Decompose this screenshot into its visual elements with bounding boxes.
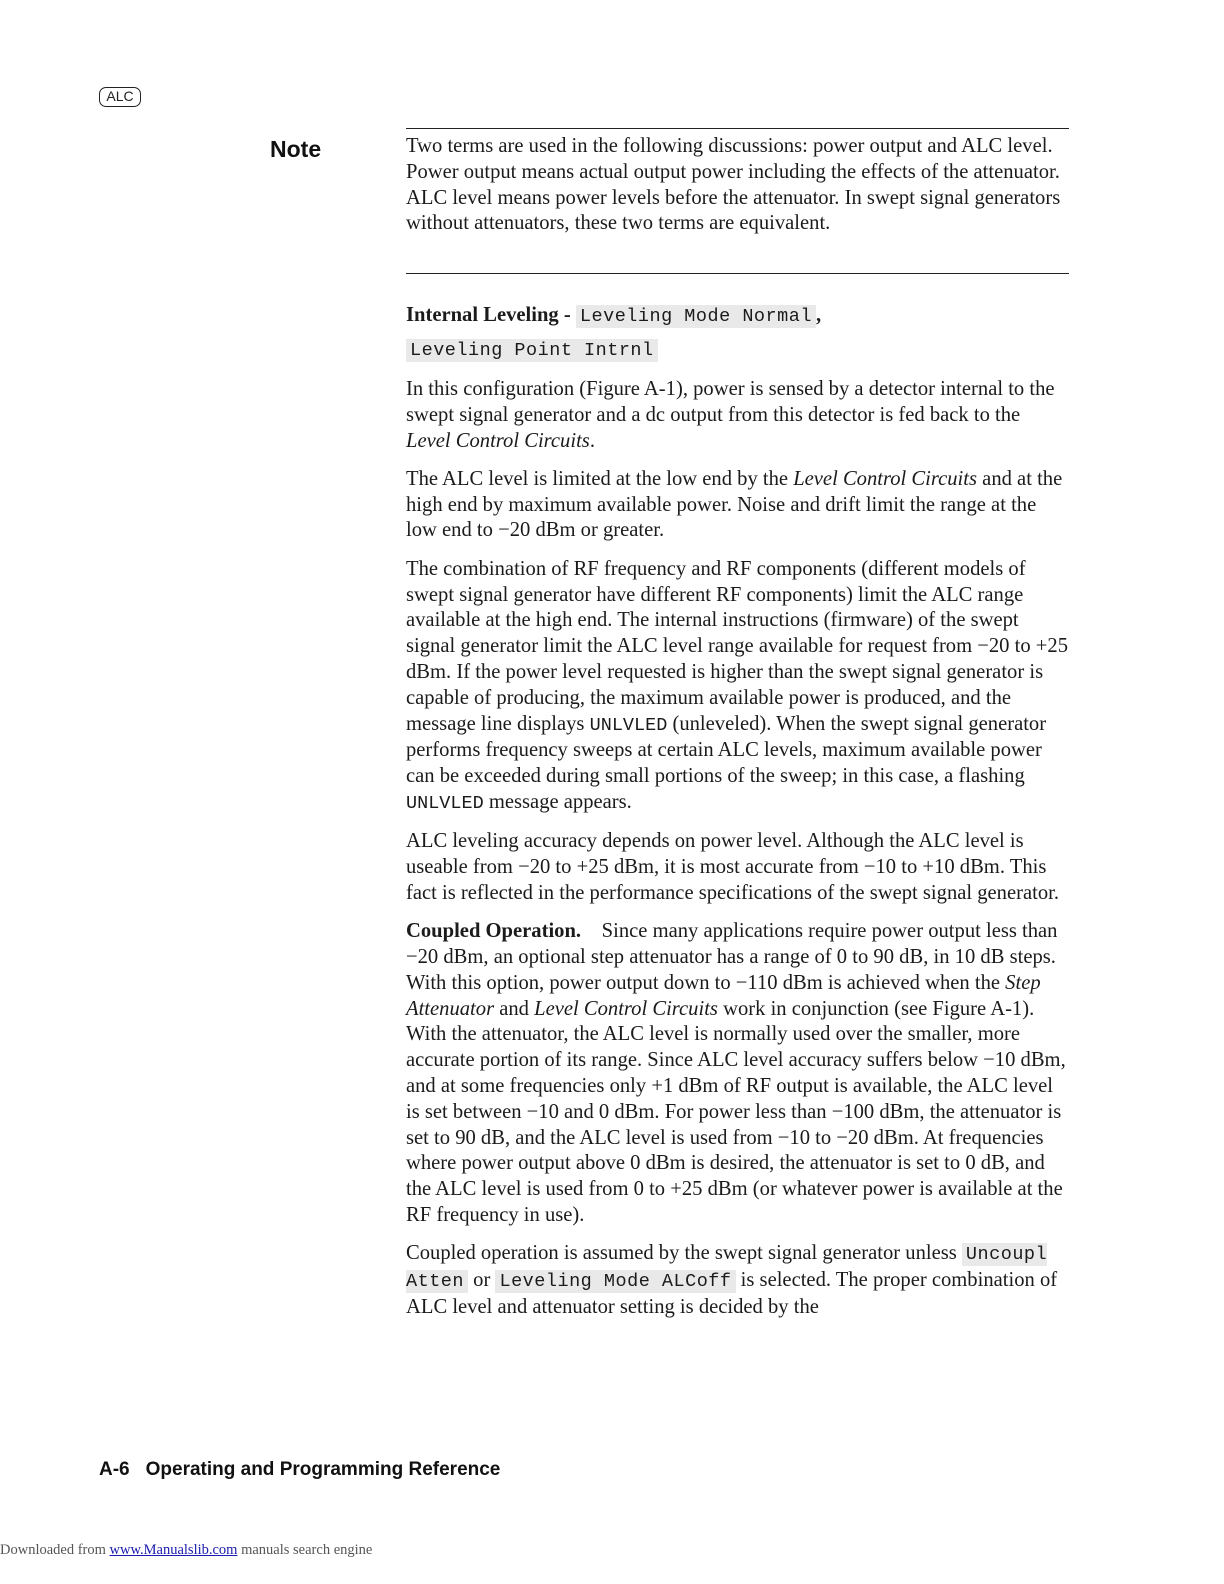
heading-prefix: Internal Leveling - (406, 304, 576, 326)
paragraph-alc-limits (406, 467, 1069, 544)
p5-emphasis-level-control: Level Control Circuits (534, 997, 718, 1020)
unlvled-code: UNLVLED (589, 714, 668, 736)
softkey-leveling-point-intrnl: Leveling Point Intrnl (406, 339, 658, 362)
p1-emphasis: Level Control Circuits (406, 429, 590, 452)
softkey-leveling-mode-alcoff: Leveling Mode ALCoff (495, 1270, 735, 1293)
alc-key-icon: ALC (99, 87, 141, 107)
p1-text-b: . (589, 429, 595, 452)
paragraph-accuracy: ALC leveling accuracy depends on power level. Although the ALC level is useable from −20 to +25 dBm, it is most accurate from −10 to +10 dBm. This fact is reflected in the performance specifications of the swept signal generator. (406, 830, 1060, 904)
download-notice (0, 1542, 372, 1559)
p3-text-a: The combination of RF frequency and RF components (different models of swept signal generator have different RF components) limit the ALC range available at the high end. The internal instructions (firmware) of the swept signal generator limit the ALC level range available for request from −20 to +25 dBm. If the power level requested is higher than the swept signal generator is capable of producing, the maximum available power is produced, and the message line displays (406, 557, 1069, 735)
p3-text-b: (unleveled). When the swept signal generator performs frequency sweeps at certain ALC levels, maximum available power can be exceeded during small portions of the sweep; in this case, a flashing (406, 712, 1047, 788)
p1-text-a: In this configuration (Figure A-1), power is sensed by a detector internal to the swept signal generator and a dc output from this detector is fed back to the (406, 378, 1055, 426)
note-text: Two terms are used in the following discussions: power output and ALC level. Power output means actual output power including the effects of the attenuator. ALC level means power levels before the attenuator. In swept signal generators without attenuators, these two terms are equivalent. (406, 135, 1061, 235)
p5-text-b: and (494, 997, 535, 1020)
paragraph-coupled-assumed (406, 1241, 1069, 1320)
paragraph-configuration (406, 377, 1069, 454)
body-column (406, 299, 1069, 1333)
note-label: Note (270, 136, 322, 162)
download-prefix: Downloaded from (0, 1542, 110, 1558)
page-footer (99, 1459, 500, 1481)
softkey-uncoupl-atten: Uncoupl Atten (406, 1244, 1048, 1292)
coupled-operation-heading: Coupled Operation. (406, 920, 582, 943)
p6-text-a: Coupled operation is assumed by the swept signal generator unless (406, 1242, 962, 1265)
manualslib-link[interactable]: www.Manualslib.com (109, 1542, 238, 1558)
p2-emphasis: Level Control Circuits (793, 467, 978, 490)
download-suffix: manuals search engine (237, 1542, 373, 1558)
p2-text-a: The ALC level is limited at the low end by the (406, 467, 794, 490)
note-top-rule (406, 128, 1069, 129)
heading-comma: , (815, 304, 822, 326)
page-number: A-6 (99, 1459, 130, 1480)
p5-text-c: work in conjunction (see Figure A-1). With the attenuator, the ALC level is normally used over the smaller, more accurate portion of its range. Since ALC level accuracy suffers below −10 dBm, and at some frequencies only +1 dBm of RF output is available, the ALC level is set between −10 and 0 dBm. For power less than −100 dBm, the attenuator is set to 90 dB, and the ALC level is used from −10 to −20 dBm. At frequencies where power output above 0 dBm is desired, the attenuator is set to 0 dB, and the ALC level is used from 0 to +25 dBm (or whatever power is available at the RF frequency in use). (406, 997, 1066, 1226)
section-heading (406, 299, 1069, 367)
footer-title: Operating and Programming Reference (145, 1459, 501, 1480)
p6-text-c: is selected. The proper combination of ALC level and attenuator setting is decided by the (406, 1269, 1058, 1318)
unlvled-code-flashing: UNLVLED (406, 792, 484, 814)
paragraph-rf-components (406, 557, 1069, 817)
p6-text-b: or (468, 1269, 496, 1291)
p2-text-b: and at the high end by maximum available power. Noise and drift limit the range at the low end to −20 dBm or greater. (406, 467, 1063, 542)
note-bottom-rule (406, 273, 1069, 274)
p5-text-a: Since many applications require power output less than −20 dBm, an optional step attenuator has a range of 0 to 90 dB, in 10 dB steps. With this option, power output down to −110 dBm is achieved when the (406, 920, 1058, 994)
paragraph-coupled-operation (406, 919, 1069, 1229)
softkey-leveling-mode-normal: Leveling Mode Normal (576, 305, 816, 328)
p3-text-c: message appears. (483, 790, 632, 813)
p5-emphasis-step-attenuator: Step Attenuator (406, 971, 1041, 1020)
